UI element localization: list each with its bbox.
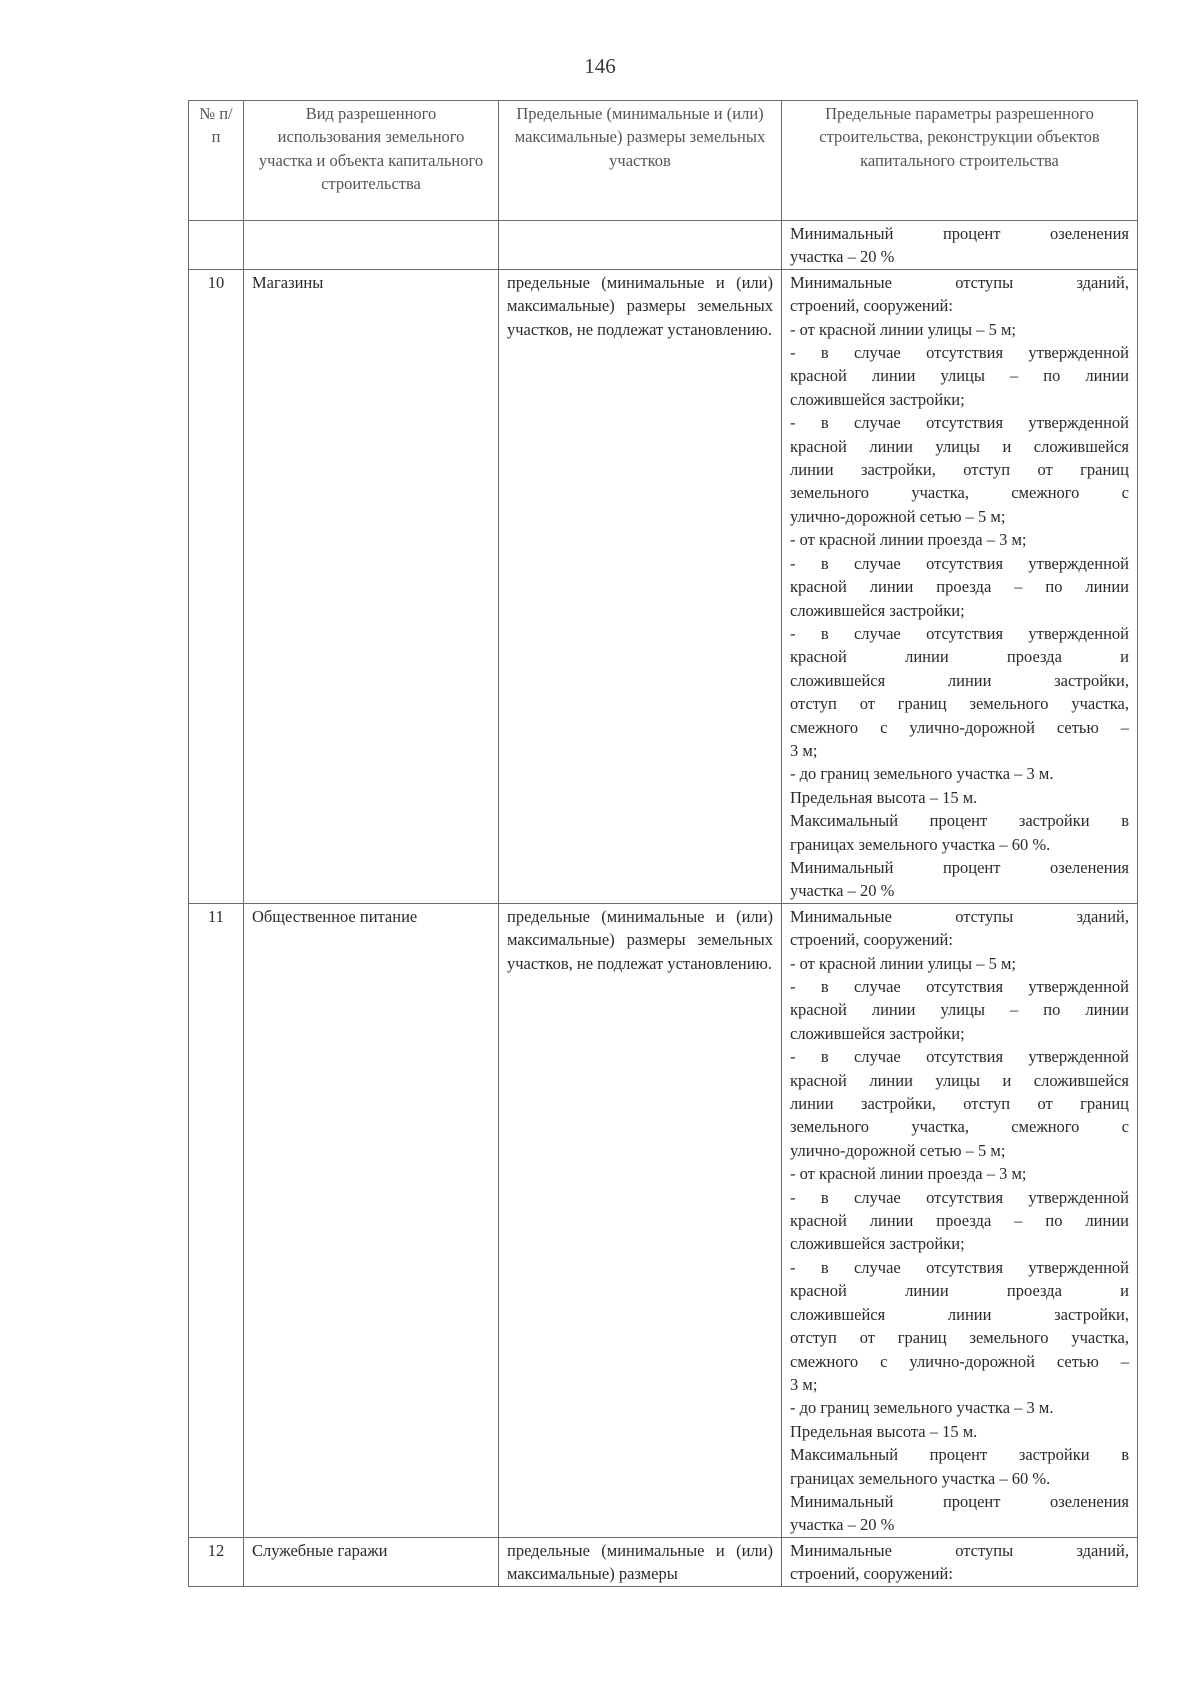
parameter-line: сложившейся застройки; bbox=[790, 389, 965, 409]
parameter-line: красной линии проезда и bbox=[790, 1281, 1129, 1301]
table-row bbox=[189, 269, 1138, 903]
page-number: 146 bbox=[584, 54, 616, 78]
parameter-line: земельного участка, смежного с bbox=[790, 1117, 1129, 1137]
row-number: 11 bbox=[189, 903, 244, 1537]
plot-sizes-cell: предельные (минимальные и (или) максимальные) размеры земельных участков, не подлежат установлению. bbox=[499, 903, 782, 1537]
header-plot-sizes: Предельные (минимальные и (или) максимальные) размеры земельных участков bbox=[499, 101, 782, 221]
parameter-line: сложившейся застройки; bbox=[790, 600, 965, 620]
parameter-line: границах земельного участка – 60 %. bbox=[790, 1468, 1051, 1488]
use-type-cell: Служебные гаражи bbox=[244, 1537, 499, 1586]
parameter-line: строений, сооружений: bbox=[790, 296, 953, 316]
table-header-row bbox=[189, 101, 1138, 221]
parameter-line: - от красной линии улицы – 5 м; bbox=[790, 953, 1017, 973]
parameter-line: Минимальные отступы зданий, bbox=[790, 272, 1129, 292]
parameter-line: красной линии проезда и bbox=[790, 647, 1129, 667]
parameter-line: Минимальный процент озеленения bbox=[790, 1491, 1129, 1511]
parameter-line: сложившейся линии застройки, bbox=[790, 1304, 1129, 1324]
parameter-line: - в случае отсутствия утвержденной bbox=[790, 977, 1129, 996]
regulations-table bbox=[188, 100, 1138, 1587]
plot-sizes-cell: предельные (минимальные и (или) максимальные) размеры bbox=[499, 1537, 782, 1586]
parameter-line: красной линии улицы – по линии bbox=[790, 1000, 1129, 1020]
parameter-line: Минимальный процент озеленения bbox=[790, 224, 1129, 243]
plot-sizes-cell bbox=[499, 221, 782, 270]
parameter-line: Минимальные отступы зданий, bbox=[790, 906, 1129, 926]
row-number: 10 bbox=[189, 269, 244, 903]
parameter-line: - в случае отсутствия утвержденной bbox=[790, 623, 1129, 643]
parameter-line: смежного с улично-дорожной сетью – bbox=[790, 717, 1129, 737]
parameter-line: - от красной линии проезда – 3 м; bbox=[790, 1164, 1027, 1184]
parameters-cell bbox=[782, 269, 1138, 903]
header-use-type: Вид разрешенного использования земельного участка и объекта капитального строительства bbox=[244, 101, 499, 221]
table-body bbox=[189, 221, 1138, 1587]
parameter-line: - до границ земельного участка – 3 м. bbox=[790, 1398, 1054, 1418]
parameter-line: сложившейся застройки; bbox=[790, 1023, 965, 1043]
parameter-line: - в случае отсутствия утвержденной bbox=[790, 413, 1129, 433]
parameter-line: участка – 20 % bbox=[790, 1515, 895, 1535]
parameter-line: - в случае отсутствия утвержденной bbox=[790, 1047, 1129, 1067]
parameter-line: участка – 20 % bbox=[790, 247, 895, 267]
parameter-line: линии застройки, отступ от границ bbox=[790, 460, 1129, 480]
parameters-cell bbox=[782, 903, 1138, 1537]
parameter-line: красной линии улицы – по линии bbox=[790, 366, 1129, 386]
parameter-line: Минимальный процент озеленения bbox=[790, 857, 1129, 877]
parameter-line: - в случае отсутствия утвержденной bbox=[790, 553, 1129, 573]
parameter-line: Предельная высота – 15 м. bbox=[790, 1421, 978, 1441]
parameter-line: участка – 20 % bbox=[790, 881, 895, 901]
parameters-cell bbox=[782, 1537, 1138, 1586]
parameter-line: земельного участка, смежного с bbox=[790, 483, 1129, 503]
parameter-line: границах земельного участка – 60 %. bbox=[790, 834, 1051, 854]
parameter-line: Предельная высота – 15 м. bbox=[790, 787, 978, 807]
parameter-line: строений, сооружений: bbox=[790, 930, 953, 950]
table-row bbox=[189, 903, 1138, 1537]
parameter-line: Максимальный процент застройки в bbox=[790, 811, 1129, 831]
parameter-line: отступ от границ земельного участка, bbox=[790, 694, 1129, 714]
use-type-cell: Общественное питание bbox=[244, 903, 499, 1537]
header-num: № п/п bbox=[189, 101, 244, 221]
parameter-line: строений, сооружений: bbox=[790, 1564, 953, 1584]
parameter-line: - до границ земельного участка – 3 м. bbox=[790, 764, 1054, 784]
parameter-line: - в случае отсутствия утвержденной bbox=[790, 343, 1129, 363]
plot-sizes-cell: предельные (минимальные и (или) максимальные) размеры земельных участков, не подлежат установлению. bbox=[499, 269, 782, 903]
use-type-cell: Магазины bbox=[244, 269, 499, 903]
parameter-line: красной линии проезда – по линии bbox=[790, 1211, 1129, 1231]
parameter-line: Минимальные отступы зданий, bbox=[790, 1540, 1129, 1560]
parameter-line: Максимальный процент застройки в bbox=[790, 1445, 1129, 1465]
parameter-line: красной линии улицы и сложившейся bbox=[790, 436, 1129, 456]
parameter-line: улично-дорожной сетью – 5 м; bbox=[790, 506, 1006, 526]
parameter-line: красной линии проезда – по линии bbox=[790, 577, 1129, 597]
parameter-line: - в случае отсутствия утвержденной bbox=[790, 1257, 1129, 1277]
use-type-cell bbox=[244, 221, 499, 270]
parameter-line: линии застройки, отступ от границ bbox=[790, 1094, 1129, 1114]
parameter-line: - от красной линии проезда – 3 м; bbox=[790, 530, 1027, 550]
parameter-line: улично-дорожной сетью – 5 м; bbox=[790, 1140, 1006, 1160]
parameter-line: смежного с улично-дорожной сетью – bbox=[790, 1351, 1129, 1371]
parameter-line: 3 м; bbox=[790, 1374, 818, 1394]
parameter-line: 3 м; bbox=[790, 740, 818, 760]
parameters-cell bbox=[782, 221, 1138, 270]
parameter-line: красной линии улицы и сложившейся bbox=[790, 1070, 1129, 1090]
parameter-line: - в случае отсутствия утвержденной bbox=[790, 1187, 1129, 1207]
header-parameters: Предельные параметры разрешенного строительства, реконструкции объектов капитального строительства bbox=[782, 101, 1138, 221]
row-number bbox=[189, 221, 244, 270]
parameter-line: - от красной линии улицы – 5 м; bbox=[790, 319, 1017, 339]
parameter-line: сложившейся линии застройки, bbox=[790, 670, 1129, 690]
row-number: 12 bbox=[189, 1537, 244, 1586]
table-row-continuation bbox=[189, 221, 1138, 270]
parameter-line: отступ от границ земельного участка, bbox=[790, 1328, 1129, 1348]
parameter-line: сложившейся застройки; bbox=[790, 1234, 965, 1254]
table-row bbox=[189, 1537, 1138, 1586]
